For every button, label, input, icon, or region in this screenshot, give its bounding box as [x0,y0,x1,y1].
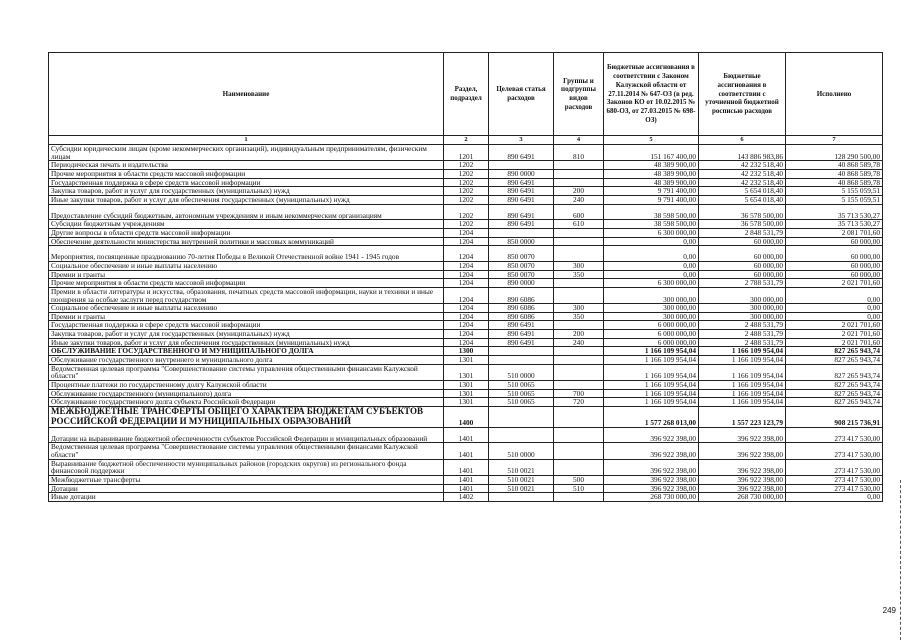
column-number: 4 [554,136,604,145]
row-article: 850 0070 [489,270,554,279]
table-row [49,279,883,288]
row-group: 510 [554,484,604,493]
row-budget-law: 396 922 398,00 [604,443,699,459]
row-section: 1204 [444,270,489,279]
column-number: 2 [444,136,489,145]
row-group: 600 [554,204,604,220]
row-executed: 827 265 943,74 [786,356,883,365]
row-section: 1301 [444,356,489,365]
table-row [49,356,883,365]
row-budget-law: 38 598 500,00 [604,220,699,229]
row-executed: 2 081 701,60 [786,228,883,237]
row-name: ОБСЛУЖИВАНИЕ ГОСУДАРСТВЕННОГО И МУНИЦИПАЛЬНОГО ДОЛГА [49,347,444,356]
header-budget-refined: Бюджетные ассигнования в соответствии с уточненной бюджетной росписью расходов [699,53,786,136]
row-section: 1300 [444,347,489,356]
row-executed: 128 290 500,00 [786,145,883,161]
row-section: 1204 [444,279,489,288]
row-executed: 0,00 [786,493,883,502]
row-section: 1204 [444,338,489,347]
table-row [49,312,883,321]
row-budget-refined: 396 922 398,00 [699,427,786,443]
row-section: 1401 [444,484,489,493]
header-article: Целевая статья расходов [489,53,554,136]
row-group: 810 [554,145,604,161]
row-section: 1201 [444,145,489,161]
row-name: Ведомственная целевая программа "Совершенствование системы управления общественными финансами Калужской области" [49,443,444,459]
row-name: Субсидии юридическим лицам (кроме некоммерческих организаций), индивидуальным предпринимателям, физическим лицам [49,145,444,161]
row-budget-refined: 396 922 398,00 [699,484,786,493]
row-article: 890 6491 [489,178,554,187]
table-row [49,270,883,279]
table-row [49,398,883,407]
header-executed: Исполнено [786,53,883,136]
row-article: 510 0065 [489,389,554,398]
column-number: 3 [489,136,554,145]
row-group [554,178,604,187]
row-article: 890 6491 [489,145,554,161]
row-budget-refined: 300 000,00 [699,312,786,321]
row-budget-law: 48 389 900,00 [604,170,699,179]
header-section: Раздел, подраздел [444,53,489,136]
row-name: Обслуживание государственного долга субъекта Российской Федерации [49,398,444,407]
row-name: Премии и гранты [49,312,444,321]
table-row [49,407,883,428]
row-budget-law: 6 300 000,00 [604,228,699,237]
row-article: 850 0070 [489,261,554,270]
row-group: 240 [554,338,604,347]
row-budget-law: 396 922 398,00 [604,459,699,475]
row-executed: 273 417 530,00 [786,443,883,459]
row-budget-law: 396 922 398,00 [604,476,699,485]
row-article: 890 6491 [489,196,554,205]
row-executed: 60 000,00 [786,261,883,270]
row-section: 1202 [444,170,489,179]
row-executed: 0,00 [786,312,883,321]
row-article: 510 0065 [489,381,554,390]
column-number: 1 [49,136,444,145]
row-group: 720 [554,398,604,407]
row-budget-law: 300 000,00 [604,287,699,303]
row-budget-law: 0,00 [604,237,699,246]
row-group: 300 [554,304,604,313]
row-article [489,493,554,502]
table-row [49,338,883,347]
row-budget-law: 1 166 109 954,04 [604,398,699,407]
row-section: 1401 [444,443,489,459]
row-section: 1204 [444,330,489,339]
row-budget-refined: 1 166 109 954,04 [699,356,786,365]
row-executed: 35 713 530,27 [786,204,883,220]
row-group: 500 [554,476,604,485]
row-budget-refined: 60 000,00 [699,246,786,262]
row-budget-law: 1 166 109 954,04 [604,381,699,390]
row-budget-refined: 1 166 109 954,04 [699,398,786,407]
table-row [49,261,883,270]
table-header [49,53,883,145]
table-row [49,145,883,161]
header-group: Группы и подгруппы видов расходов [554,53,604,136]
row-budget-refined: 1 166 109 954,04 [699,381,786,390]
row-group: 200 [554,187,604,196]
row-article: 850 0070 [489,246,554,262]
row-budget-law: 396 922 398,00 [604,427,699,443]
row-section: 1202 [444,196,489,205]
row-section: 1402 [444,493,489,502]
row-name: Выравнивание бюджетной обеспеченности муниципальных районов (городских округов) из регионального фонда финансовой поддержки [49,459,444,475]
row-budget-refined: 2 488 531,79 [699,321,786,330]
row-budget-law: 6 000 000,00 [604,321,699,330]
row-executed: 60 000,00 [786,270,883,279]
row-group [554,459,604,475]
row-group: 200 [554,330,604,339]
table-row [49,321,883,330]
row-budget-law: 300 000,00 [604,304,699,313]
row-section: 1401 [444,427,489,443]
table-row [49,427,883,443]
row-executed: 827 265 943,74 [786,398,883,407]
row-name: Закупка товаров, работ и услуг для государственных (муниципальных) нужд [49,330,444,339]
row-name: МЕЖБЮДЖЕТНЫЕ ТРАНСФЕРТЫ ОБЩЕГО ХАРАКТЕРА БЮДЖЕТАМ СУБЪЕКТОВ РОССИЙСКОЙ ФЕДЕРАЦИИ И МУНИЦИПАЛЬНЫХ ОБРАЗОВАНИЙ [49,407,444,428]
row-executed: 273 417 530,00 [786,427,883,443]
row-budget-refined: 396 922 398,00 [699,459,786,475]
row-group: 700 [554,389,604,398]
row-article: 890 6086 [489,312,554,321]
row-budget-law: 151 167 400,00 [604,145,699,161]
row-executed: 2 021 701,60 [786,279,883,288]
row-article [489,228,554,237]
table-row [49,443,883,459]
table-row [49,330,883,339]
row-budget-refined: 60 000,00 [699,261,786,270]
row-group: 240 [554,196,604,205]
row-budget-refined: 143 886 983,86 [699,145,786,161]
row-budget-refined: 60 000,00 [699,237,786,246]
row-name: Процентные платежи по государственному долгу Калужской области [49,381,444,390]
row-name: Субсидии бюджетным учреждениям [49,220,444,229]
page-number: 249 [882,606,896,615]
table-row [49,237,883,246]
row-group: 300 [554,261,604,270]
row-executed: 827 265 943,74 [786,389,883,398]
row-budget-law: 0,00 [604,270,699,279]
row-executed: 40 868 589,78 [786,170,883,179]
row-budget-refined: 36 578 500,00 [699,220,786,229]
row-budget-refined: 396 922 398,00 [699,476,786,485]
column-number: 7 [786,136,883,145]
row-name: Государственная поддержка в сфере средств массовой информации [49,178,444,187]
row-group [554,364,604,380]
table-row [49,304,883,313]
row-article: 890 6491 [489,220,554,229]
row-section: 1204 [444,228,489,237]
row-name: Мероприятия, посвященные празднованию 70-летия Победы в Великой Отечественной войне 1941 - 1945 годов [49,246,444,262]
row-executed: 908 215 736,91 [786,407,883,428]
row-group [554,321,604,330]
row-name: Обеспечение деятельности министерства внутренней политики и массовых коммуникаций [49,237,444,246]
row-budget-law: 1 166 109 954,04 [604,356,699,365]
row-section: 1301 [444,398,489,407]
row-section: 1202 [444,187,489,196]
row-section: 1204 [444,287,489,303]
row-budget-law: 1 577 268 013,00 [604,407,699,428]
row-executed: 5 155 059,51 [786,187,883,196]
row-executed: 40 868 589,78 [786,178,883,187]
row-group [554,443,604,459]
row-executed: 35 713 530,27 [786,220,883,229]
row-article: 510 0021 [489,459,554,475]
row-executed: 0,00 [786,287,883,303]
row-executed: 273 417 530,00 [786,484,883,493]
row-name: Иные закупки товаров, работ и услуг для обеспечения государственных (муниципальных) нужд [49,196,444,205]
row-article: 890 6086 [489,304,554,313]
column-number: 5 [604,136,699,145]
row-group [554,287,604,303]
row-section: 1401 [444,459,489,475]
row-executed: 5 155 059,51 [786,196,883,205]
row-name: Межбюджетные трансферты [49,476,444,485]
row-name: Дотации [49,484,444,493]
row-name: Прочие мероприятия в области средств массовой информации [49,170,444,179]
row-section: 1204 [444,261,489,270]
row-name: Обслуживание государственного внутреннего и муниципального долга [49,356,444,365]
row-name: Премии и гранты [49,270,444,279]
row-budget-refined: 2 488 531,79 [699,338,786,347]
row-group [554,279,604,288]
row-budget-refined: 42 232 518,40 [699,161,786,170]
row-group [554,347,604,356]
row-executed: 827 265 943,74 [786,381,883,390]
row-article: 890 6491 [489,187,554,196]
row-budget-law: 48 389 900,00 [604,178,699,187]
row-executed: 827 265 943,74 [786,347,883,356]
column-number: 6 [699,136,786,145]
column-number-row [49,136,883,145]
row-budget-law: 396 922 398,00 [604,484,699,493]
row-budget-law: 9 791 400,00 [604,196,699,205]
row-budget-law: 6 000 000,00 [604,330,699,339]
row-article: 890 0000 [489,170,554,179]
table-row [49,196,883,205]
table-row [49,161,883,170]
row-group [554,493,604,502]
table-row [49,389,883,398]
row-article [489,427,554,443]
table-row [49,476,883,485]
row-section: 1204 [444,237,489,246]
row-article [489,347,554,356]
row-section: 1204 [444,312,489,321]
row-name: Ведомственная целевая программа "Совершенствование системы управления общественными финансами Калужской области" [49,364,444,380]
row-section: 1202 [444,161,489,170]
row-group: 350 [554,312,604,321]
table-row [49,347,883,356]
row-group [554,170,604,179]
table-row [49,364,883,380]
row-budget-refined: 5 654 018,40 [699,196,786,205]
row-section: 1202 [444,220,489,229]
row-budget-law: 48 389 900,00 [604,161,699,170]
table-row [49,484,883,493]
row-section: 1202 [444,178,489,187]
row-name: Периодическая печать и издательства [49,161,444,170]
row-article: 890 6086 [489,287,554,303]
row-article: 890 0000 [489,279,554,288]
row-group [554,427,604,443]
row-executed: 273 417 530,00 [786,476,883,485]
budget-table [48,52,883,502]
row-budget-refined: 268 730 000,00 [699,493,786,502]
row-budget-law: 1 166 109 954,04 [604,364,699,380]
row-article: 510 0000 [489,364,554,380]
row-budget-law: 1 166 109 954,04 [604,347,699,356]
row-executed: 60 000,00 [786,246,883,262]
row-name: Дотации на выравнивание бюджетной обеспеченности субъектов Российской Федерации и муниципальных образований [49,427,444,443]
row-executed: 40 868 589,78 [786,161,883,170]
row-article [489,407,554,428]
header-name: Наименование [49,53,444,136]
row-group: 350 [554,270,604,279]
row-name: Обслуживание государственного (муниципального) долга [49,389,444,398]
row-budget-refined: 1 166 109 954,04 [699,364,786,380]
table-row [49,170,883,179]
row-name: Прочие мероприятия в области средств массовой информации [49,279,444,288]
row-budget-refined: 2 788 531,79 [699,279,786,288]
row-budget-law: 0,00 [604,261,699,270]
table-row [49,459,883,475]
row-section: 1301 [444,389,489,398]
scan-edge-line [899,480,901,640]
row-article: 510 0065 [489,398,554,407]
row-executed: 2 021 701,60 [786,330,883,339]
row-name: Другие вопросы в области средств массовой информации [49,228,444,237]
row-section: 1401 [444,476,489,485]
row-group [554,407,604,428]
row-section: 1204 [444,304,489,313]
row-budget-refined: 2 848 531,79 [699,228,786,237]
row-section: 1202 [444,204,489,220]
row-executed: 0,00 [786,304,883,313]
table-row [49,187,883,196]
row-name: Предоставление субсидий бюджетным, автономным учреждениям и иным некоммерческим организациям [49,204,444,220]
row-article: 510 0021 [489,484,554,493]
row-executed: 827 265 943,74 [786,364,883,380]
row-article: 850 0000 [489,237,554,246]
row-budget-law: 0,00 [604,246,699,262]
row-budget-refined: 5 654 018,40 [699,187,786,196]
row-executed: 60 000,00 [786,237,883,246]
row-article [489,161,554,170]
table-row [49,220,883,229]
row-article: 890 6491 [489,321,554,330]
row-section: 1400 [444,407,489,428]
row-budget-law: 300 000,00 [604,312,699,321]
table-body [49,145,883,502]
table-row [49,246,883,262]
row-group [554,381,604,390]
row-group [554,356,604,365]
row-budget-refined: 300 000,00 [699,304,786,313]
row-group [554,161,604,170]
table-row [49,228,883,237]
row-budget-refined: 1 166 109 954,04 [699,347,786,356]
row-section: 1301 [444,364,489,380]
row-name: Премии в области литературы и искусства, образования, печатных средств массовой информации, науки и техники и иные поощрения за особые заслуги перед государством [49,287,444,303]
row-executed: 2 021 701,60 [786,338,883,347]
row-section: 1204 [444,321,489,330]
row-budget-refined: 60 000,00 [699,270,786,279]
row-name: Государственная поддержка в сфере средств массовой информации [49,321,444,330]
row-article [489,356,554,365]
row-name: Социальное обеспечение и иные выплаты населению [49,261,444,270]
row-budget-refined: 1 166 109 954,04 [699,389,786,398]
row-executed: 273 417 530,00 [786,459,883,475]
row-budget-refined: 300 000,00 [699,287,786,303]
row-article: 510 0021 [489,476,554,485]
row-budget-refined: 396 922 398,00 [699,443,786,459]
row-group [554,246,604,262]
row-executed: 2 021 701,60 [786,321,883,330]
row-budget-refined: 36 578 500,00 [699,204,786,220]
header-budget-law: Бюджетные ассигнования в соответствии с Законом Калужской области от 27.11.2014 № 647-ОЗ (в ред. Законов КО от 10.02.2015 № 680-ОЗ, от 27.03.2015 № 698-ОЗ) [604,53,699,136]
row-section: 1204 [444,246,489,262]
row-article: 890 6491 [489,204,554,220]
row-section: 1301 [444,381,489,390]
row-budget-refined: 1 557 223 123,79 [699,407,786,428]
row-budget-law: 38 598 500,00 [604,204,699,220]
table-row [49,381,883,390]
row-budget-law: 6 300 000,00 [604,279,699,288]
row-group [554,228,604,237]
table-row [49,178,883,187]
row-name: Закупка товаров, работ и услуг для государственных (муниципальных) нужд [49,187,444,196]
row-name: Социальное обеспечение и иные выплаты населению [49,304,444,313]
row-budget-law: 9 791 400,00 [604,187,699,196]
row-budget-law: 268 730 000,00 [604,493,699,502]
row-name: Иные закупки товаров, работ и услуг для обеспечения государственных (муниципальных) нужд [49,338,444,347]
row-article: 510 0000 [489,443,554,459]
row-budget-refined: 42 232 518,40 [699,178,786,187]
row-budget-refined: 42 232 518,40 [699,170,786,179]
table-row [49,493,883,502]
row-budget-law: 6 000 000,00 [604,338,699,347]
row-article: 890 6491 [489,330,554,339]
table-row [49,287,883,303]
row-group [554,237,604,246]
row-article: 890 6491 [489,338,554,347]
row-name: Иные дотации [49,493,444,502]
row-budget-refined: 2 488 531,79 [699,330,786,339]
table-row [49,204,883,220]
row-budget-law: 1 166 109 954,04 [604,389,699,398]
row-group: 610 [554,220,604,229]
